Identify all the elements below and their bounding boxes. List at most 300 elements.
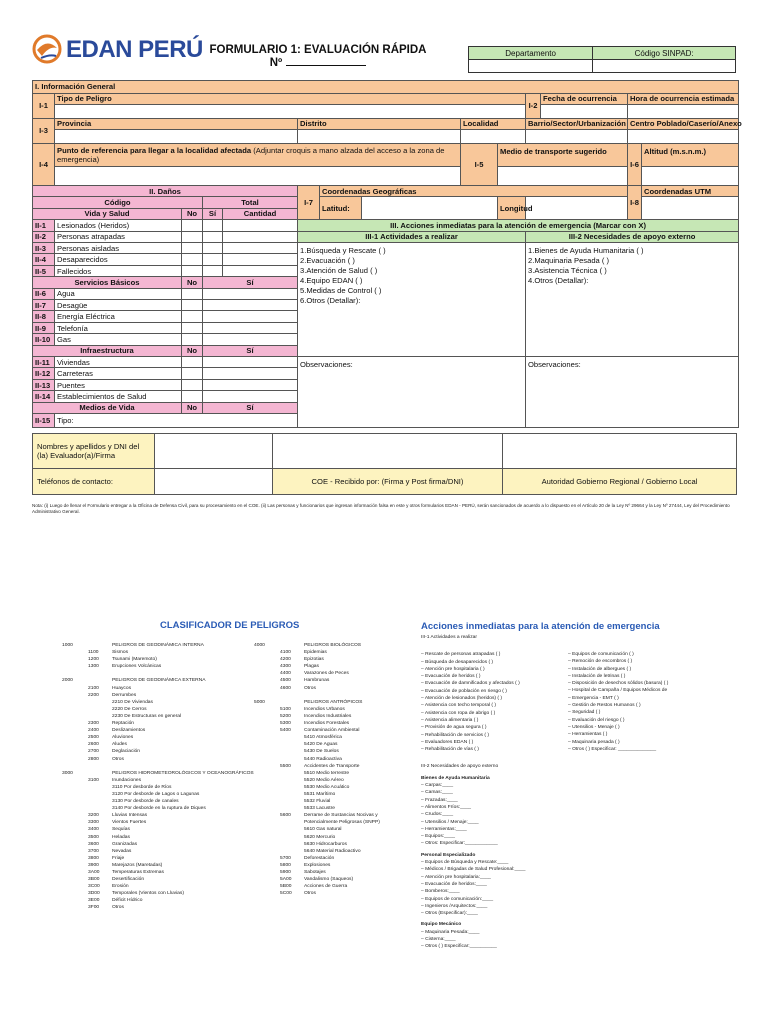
clasificador-label: 5531 Marítimo [304,791,336,797]
clasificador-code: 5400 [280,728,291,734]
evaluation-form [32,80,742,428]
clasificador-row [254,805,419,812]
dano-si-box[interactable] [203,231,223,242]
evaluador-label: Nombres y apellidos y DNI del (la) Evaluador(a)/Firma [33,434,155,469]
reference-list-item: – Otros ( ) Especificar:__________ [421,943,571,950]
acciones-ref-h1: III-1 Actividades a realizar [421,635,477,640]
code-ii11: II-11 [33,357,55,368]
clasificador-row [62,713,252,720]
distrito-field[interactable] [298,130,461,144]
clasificador-row [62,862,252,869]
longitud-field[interactable] [526,197,628,220]
clasificador-code: 2800 [88,756,99,762]
actividad-item[interactable]: 4.Equipo EDAN ( ) [300,275,363,285]
clasificador-code: 5B00 [280,884,292,890]
clasificador-row [62,770,252,777]
infra-si-box[interactable] [203,357,298,368]
hora-ocurrencia-field[interactable] [628,104,739,118]
clasificador-row [62,642,252,649]
code-ii10: II-10 [33,334,55,345]
clasificador-label: Huaycos [112,685,132,691]
observaciones-actividades[interactable] [298,357,526,428]
equipo-title: Equipo Mecánico [421,922,462,928]
clasificador-code: 2500 [88,735,99,741]
personal-list [421,859,571,917]
reference-list-item: – Otros ( ) Especificar: ______________ [568,746,738,753]
dano-no-box[interactable] [182,231,203,242]
clasificador-label: Erupciones Volcánicas [112,664,162,670]
reference-list-item: – Remoción de escombros ( ) [568,658,738,665]
clasificador-label: PELIGROS DE GEODINÁMICA INTERNA [112,643,204,648]
clasificador-row [62,890,252,897]
clasificador-label: 5533 Lacustre [304,806,335,812]
clasificador-code: 2200 [88,692,99,698]
latitud-label: Latitud: [320,197,362,220]
clasificador-row [254,834,419,841]
form-number-field[interactable] [286,57,366,66]
centro-poblado-field[interactable] [628,130,739,144]
clasificador-code: 3800 [88,855,99,861]
code-ii6: II-6 [33,288,55,299]
clasificador-code: 4200 [280,657,291,663]
infra-no-box[interactable] [182,391,203,402]
clasificador-row [62,699,252,706]
provincia-label: Provincia [55,118,298,129]
clasificador-row [254,819,419,826]
code-ii2: II-2 [33,231,55,242]
clasificador-label: Heladas [112,834,130,840]
observaciones-label: Observaciones: [300,360,353,370]
header-table [468,46,736,73]
clasificador-label: Vientos Fuertes [112,820,147,826]
servicio-label: Gas [55,334,182,345]
infraestructura-heading: Infraestructura [33,345,182,356]
clasificador-row [254,826,419,833]
clasificador-label: Epidemias [304,650,327,656]
reference-list-item: – Utensilios / Menaje:____ [421,819,571,826]
clasificador-row [62,855,252,862]
clasificador-label: 5410 Atmosférica [304,735,342,741]
code-i2: I-2 [526,93,541,118]
clasificador-row [254,656,419,663]
acciones-ref-h2: III-2 Necesidades de apoyo externo [421,764,499,770]
clasificador-label: 3110 Por desborde de Ríos [112,784,172,790]
reference-list-item: – Ingenieros /Arquitectos:____ [421,903,571,910]
clasificador-row [254,777,419,784]
reference-list-item: – Instalación de albergues ( ) [568,666,738,673]
clasificador-label: 5640 Material Radioactivo [304,848,361,854]
clasificador-row [62,897,252,904]
clasificador-row [62,841,252,848]
servicio-no-box[interactable] [182,311,203,322]
clasificador-group-code: 2000 [62,678,73,684]
clasificador-code: 2600 [88,742,99,748]
clasificador-row [62,720,252,727]
clasificador-label: Temperaturas Extremas [112,870,164,875]
clasificador-label: Friaje [112,855,125,861]
dano-label: Personas atrapadas [55,231,182,242]
code-ii5: II-5 [33,265,55,276]
reference-list-item: – Asistencia con ropa de abrigo ( ) [421,710,571,717]
clasificador-label: 5610 Gas natural [304,827,342,833]
clasificador-code: 5300 [280,721,291,727]
autoridad-signature-field[interactable] [503,434,737,469]
clasificador-row [254,706,419,713]
clasificador-row [254,883,419,890]
clasificador-code: 1300 [88,664,99,670]
servicio-label: Energía Eléctrica [55,311,182,322]
reference-list-item: – Carpas:____ [421,782,571,789]
clasificador-label: Otros [112,756,124,762]
clasificador-code: 5C00 [280,891,292,897]
clasificador-row [254,798,419,805]
clasificador-row [62,834,252,841]
clasificador-group-code: 3000 [62,770,73,776]
departamento-label: Departamento [469,47,593,60]
reference-list-item: – Rehabilitación de servicios ( ) [421,732,571,739]
clasificador-label: Accidentes de Transporte [304,763,360,769]
servicio-no-box[interactable] [182,334,203,345]
infra-no-label: No [182,345,203,356]
clasificador-code: 5100 [280,706,291,712]
clasificador-label: Varazones de Peces [304,671,349,677]
actividad-item[interactable]: 5.Medidas de Control ( ) [300,285,382,295]
legal-note: Nota: (i) Luego de llenar el Formulario entregar a la Oficina de Defensa Civil, para su procesamiento en el COE. (ii) Las personas y funcionarios que ingresan información falsa en este y otros formularios EDAN - PERÚ, serán sancionados de acuerdo a lo dispuesto en el Artículo 20 de la Ley Nº 29664 y la Ley Nº 27444, Ley del Procedimiento Administrativo General. [32,503,730,514]
reference-list-item: – Maquinaria Pesada:____ [421,929,571,936]
localidad-label: Localidad [461,118,526,129]
dano-no-box[interactable] [182,265,203,276]
infra-no-box[interactable] [182,368,203,379]
dano-si-box[interactable] [203,254,223,265]
clasificador-label: 3120 Por desborde de Lagos o Lagunas [112,791,200,797]
reference-list-item: – Otros: Especificar:____________ [421,840,571,847]
clasificador-label: 3140 Por desborde en la ruptura de Diques [112,806,206,812]
localidad-field[interactable] [461,130,526,144]
servicio-no-box[interactable] [182,300,203,311]
code-ii14: II-14 [33,391,55,402]
barrio-label: Barrio/Sector/Urbanización [526,118,628,129]
code-ii9: II-9 [33,322,55,333]
servicio-si-box[interactable] [203,322,298,333]
clasificador-label: Granizadas [112,841,138,847]
clasificador-label: Derrumbes [112,692,137,698]
servicio-no-box[interactable] [182,322,203,333]
altitud-field[interactable] [642,166,739,185]
dano-no-box[interactable] [182,242,203,253]
clasificador-code: 1200 [88,657,99,663]
brand-name: EDAN PERÚ [66,36,203,63]
clasificador-code: 3300 [88,820,99,826]
clasificador-row [254,663,419,670]
clasificador-label: Deslizamientos [112,728,146,734]
reference-list-item: – Rehabilitación de vías ( ) [421,746,571,753]
servicio-si-box[interactable] [203,311,298,322]
dano-no-box[interactable] [182,220,203,231]
clasificador-row [254,670,419,677]
clasificador-label: PELIGROS ANTRÓPICOS [304,699,363,705]
clasificador-code: 4100 [280,650,291,656]
infra-no-box[interactable] [182,379,203,390]
infra-si-box[interactable] [203,379,298,390]
clasificador-group-code: 4000 [254,643,265,648]
clasificador-label: Deglaciación [112,749,141,755]
clasificador-label: Desertificación [112,877,145,883]
fecha-ocurrencia-label: Fecha de ocurrencia [541,93,628,104]
clasificador-code: 3400 [88,827,99,833]
servicio-si-box[interactable] [203,334,298,345]
clasificador-title: CLASIFICADOR DE PELIGROS [160,620,300,631]
bienes-title: Bienes de Ayuda Humanitaria [421,775,490,781]
clasificador-row [254,756,419,763]
clasificador-code: 3F00 [88,905,100,911]
clasificador-code: 3D00 [88,891,100,897]
punto-referencia-field[interactable] [55,166,461,185]
clasificador-code: 2100 [88,685,99,691]
latitud-field[interactable] [362,197,498,220]
telefonos-field[interactable] [155,468,273,494]
actividad-item[interactable]: 6.Otros (Detallar): [300,295,361,305]
clasificador-row [62,706,252,713]
codigo-sinpad-label: Código SINPAD: [593,47,736,60]
dano-label: Desaparecidos [55,254,182,265]
necesidad-item[interactable]: 3.Asistencia Técnica ( ) [528,265,607,275]
clasificador-code: 2400 [88,728,99,734]
clasificador-code: 4300 [280,664,291,670]
codigo-label: Código [33,197,203,208]
cantidad-label: Cantidad [223,208,298,219]
clasificador-row [254,812,419,819]
clasificador-row [62,748,252,755]
clasificador-code: 1100 [88,650,99,656]
clasificador-code: 3500 [88,834,99,840]
reference-list-item: – Seguridad ( ) [568,709,738,716]
actividad-item[interactable]: 2.Evacuación ( ) [300,255,355,265]
servicio-label: Desagüe [55,300,182,311]
clasificador-label: Inundaciones [112,777,142,783]
coe-signature-field[interactable] [273,434,503,469]
clasificador-row [62,685,252,692]
clasificador-label: Sabotajes [304,870,326,875]
reference-list-item: – Atención pre hospitalaria:____ [421,874,571,881]
clasificador-row [62,869,252,876]
clasificador-code: 2300 [88,721,99,727]
reference-list-item: – Evacuación de heridos:____ [421,881,571,888]
clasificador-row [62,670,252,677]
code-ii12: II-12 [33,368,55,379]
reference-list-item: – Atención de lesionados (heridos) ( ) [421,695,571,702]
autoridad-label: Autoridad Gobierno Regional / Gobierno Local [503,468,737,494]
clasificador-row [254,713,419,720]
medio-transporte-field[interactable] [498,166,628,185]
clasificador-label: Sismos [112,650,129,656]
reference-list-item: – Emergencia - EMT ( ) [568,695,738,702]
clasificador-code: 3600 [88,841,99,847]
acciones-ref-title: Acciones inmediatas para la atención de emergencia [421,621,660,632]
dano-cantidad-field[interactable] [223,254,298,265]
equipo-list [421,929,571,951]
medio-transporte-label: Medio de transporte sugerido [498,143,628,166]
actividades-list [298,242,526,356]
reference-list-item: – Equipos de Búsqueda y Rescate:____ [421,859,571,866]
clasificador-row [62,741,252,748]
actividad-item[interactable]: 3.Atención de Salud ( ) [300,265,378,275]
clasificador-code: 5700 [280,855,291,861]
clasificador-label: PELIGROS HIDROMETEOROLÓGICOS Y OCEANOGRÁFICOS [112,770,254,776]
clasificador-label: Hambrunas [304,678,330,684]
clasificador-label: Erosión [112,884,129,890]
reference-list-item: – Camas:____ [421,789,571,796]
medios-no-label: No [182,402,203,413]
code-i4: I-4 [33,143,55,185]
code-i1: I-1 [33,93,55,118]
clasificador-row [62,805,252,812]
reference-list-item: – Alimentos Fríos:____ [421,804,571,811]
necesidad-item[interactable]: 1.Bienes de Ayuda Humanitaria ( ) [528,245,644,255]
clasificador-label: Vandalismo (Saqueos) [304,877,354,883]
actividad-item[interactable]: 1.Búsqueda y Rescate ( ) [300,245,386,255]
globe-logo-icon [32,34,62,64]
clasificador-row [254,869,419,876]
clasificador-code: 5200 [280,713,291,719]
clasificador-label: 5630 Hidrocarburos [304,841,347,847]
code-i7: I-7 [298,185,320,219]
infra-label: Establecimientos de Salud [55,391,182,402]
clasificador-row [254,741,419,748]
bienes-list [421,782,571,848]
clasificador-right-list [254,642,419,897]
reference-list-item: – Maquinaria pesada ( ) [568,739,738,746]
servicio-si-box[interactable] [203,288,298,299]
clasificador-row [62,876,252,883]
clasificador-code: 5A00 [280,877,292,883]
form-number-label: Nº [269,57,283,69]
reference-list-item: – Bomberos:____ [421,888,571,895]
dano-no-box[interactable] [182,254,203,265]
clasificador-code: 5600 [280,813,291,819]
evaluador-field[interactable] [155,434,273,469]
clasificador-code: 4600 [280,685,291,691]
clasificador-row [62,848,252,855]
fecha-ocurrencia-field[interactable] [541,104,628,118]
acciones-ref-activities-2 [568,651,738,753]
code-ii1: II-1 [33,220,55,231]
clasificador-row [254,642,419,649]
clasificador-row [62,656,252,663]
clasificador-row [254,720,419,727]
infra-si-box[interactable] [203,368,298,379]
code-ii15: II-15 [33,414,55,428]
clasificador-row [62,756,252,763]
dano-label: Personas aisladas [55,242,182,253]
necesidad-item[interactable]: 4.Otros (Detallar): [528,275,589,285]
code-ii3: II-3 [33,242,55,253]
reference-list-item: – Evacuación de damnificados y afectados ( ) [421,680,571,687]
dano-cantidad-field[interactable] [223,231,298,242]
dano-si-box[interactable] [203,265,223,276]
form-title [188,44,448,70]
dano-cantidad-field[interactable] [223,265,298,276]
clasificador-row [62,649,252,656]
departamento-field[interactable] [469,60,593,73]
dano-si-box[interactable] [203,220,223,231]
clasificador-row [254,784,419,791]
dano-cantidad-field[interactable] [223,220,298,231]
clasificador-label: Plagas [304,664,319,670]
clasificador-row [62,812,252,819]
clasificador-label: Nevadas [112,848,132,854]
necesidades-list [526,242,739,356]
infra-label: Viviendas [55,357,182,368]
coord-utm-field[interactable] [642,197,739,220]
dano-cantidad-field[interactable] [223,242,298,253]
dano-label: Lesionados (Heridos) [55,220,182,231]
infra-si-box[interactable] [203,391,298,402]
clasificador-label: 5620 Mercurio [304,834,336,840]
clasificador-code: 3C00 [88,884,100,890]
form-number-row [188,57,448,70]
infra-no-box[interactable] [182,357,203,368]
clasificador-label: Acciones de Guerra [304,884,348,890]
servicio-no-box[interactable] [182,288,203,299]
clasificador-label: 5510 Medio terrestre [304,770,350,776]
codigo-sinpad-field[interactable] [593,60,736,73]
infra-si-label: Sí [203,345,298,356]
clasificador-row [254,848,419,855]
clasificador-code: 3A00 [88,870,100,875]
clasificador-row [62,777,252,784]
vida-si-label: Sí [203,208,223,219]
clasificador-row [254,841,419,848]
necesidades-subheading: III-2 Necesidades de apoyo externo [526,231,739,242]
servicio-si-box[interactable] [203,300,298,311]
code-i3: I-3 [33,118,55,143]
reference-list-item: – Equipos de comunicación:____ [421,896,571,903]
clasificador-label: 3130 Por desborde de canales [112,799,179,805]
clasificador-code: 5500 [280,763,291,769]
clasificador-code: 5800 [280,862,291,868]
medios-tipo-field[interactable] [55,414,298,428]
barrio-field[interactable] [526,130,628,144]
clasificador-row [62,791,252,798]
distrito-label: Distrito [298,118,461,129]
tipo-peligro-field[interactable] [55,104,526,118]
reference-list-item: – Evaluación del riesgo ( ) [568,717,738,724]
observaciones-necesidades[interactable] [526,357,739,428]
edan-peru-logo [32,34,203,70]
clasificador-label: Incendios Industriales [304,713,352,719]
clasificador-label: Reptación [112,721,135,727]
clasificador-label: Sequías [112,827,130,833]
reference-list-item: – Crudos:____ [421,811,571,818]
personal-title: Personal Especializado [421,852,476,858]
clasificador-label: 5430 De Suelos [304,749,339,755]
necesidad-item[interactable]: 2.Maquinaria Pesada ( ) [528,255,610,265]
clasificador-code: 4500 [280,678,291,684]
clasificador-label: Otros [304,891,316,897]
provincia-field[interactable] [55,130,298,144]
code-ii8: II-8 [33,311,55,322]
reference-list-item: – Asistencia alimentaria ( ) [421,717,571,724]
form-title-line1: FORMULARIO 1: EVALUACIÓN RÁPIDA [209,44,427,56]
medios-vida-heading: Medios de Vida [33,402,182,413]
reference-list-item: – Frazadas:____ [421,797,571,804]
code-i6: I-6 [628,143,642,185]
coord-utm-label: Coordenadas UTM [642,185,739,196]
altitud-label: Altitud (m.s.n.m.) [642,143,739,166]
clasificador-label: 2220 De Cerros [112,706,147,712]
dano-si-box[interactable] [203,242,223,253]
clasificador-row [62,663,252,670]
